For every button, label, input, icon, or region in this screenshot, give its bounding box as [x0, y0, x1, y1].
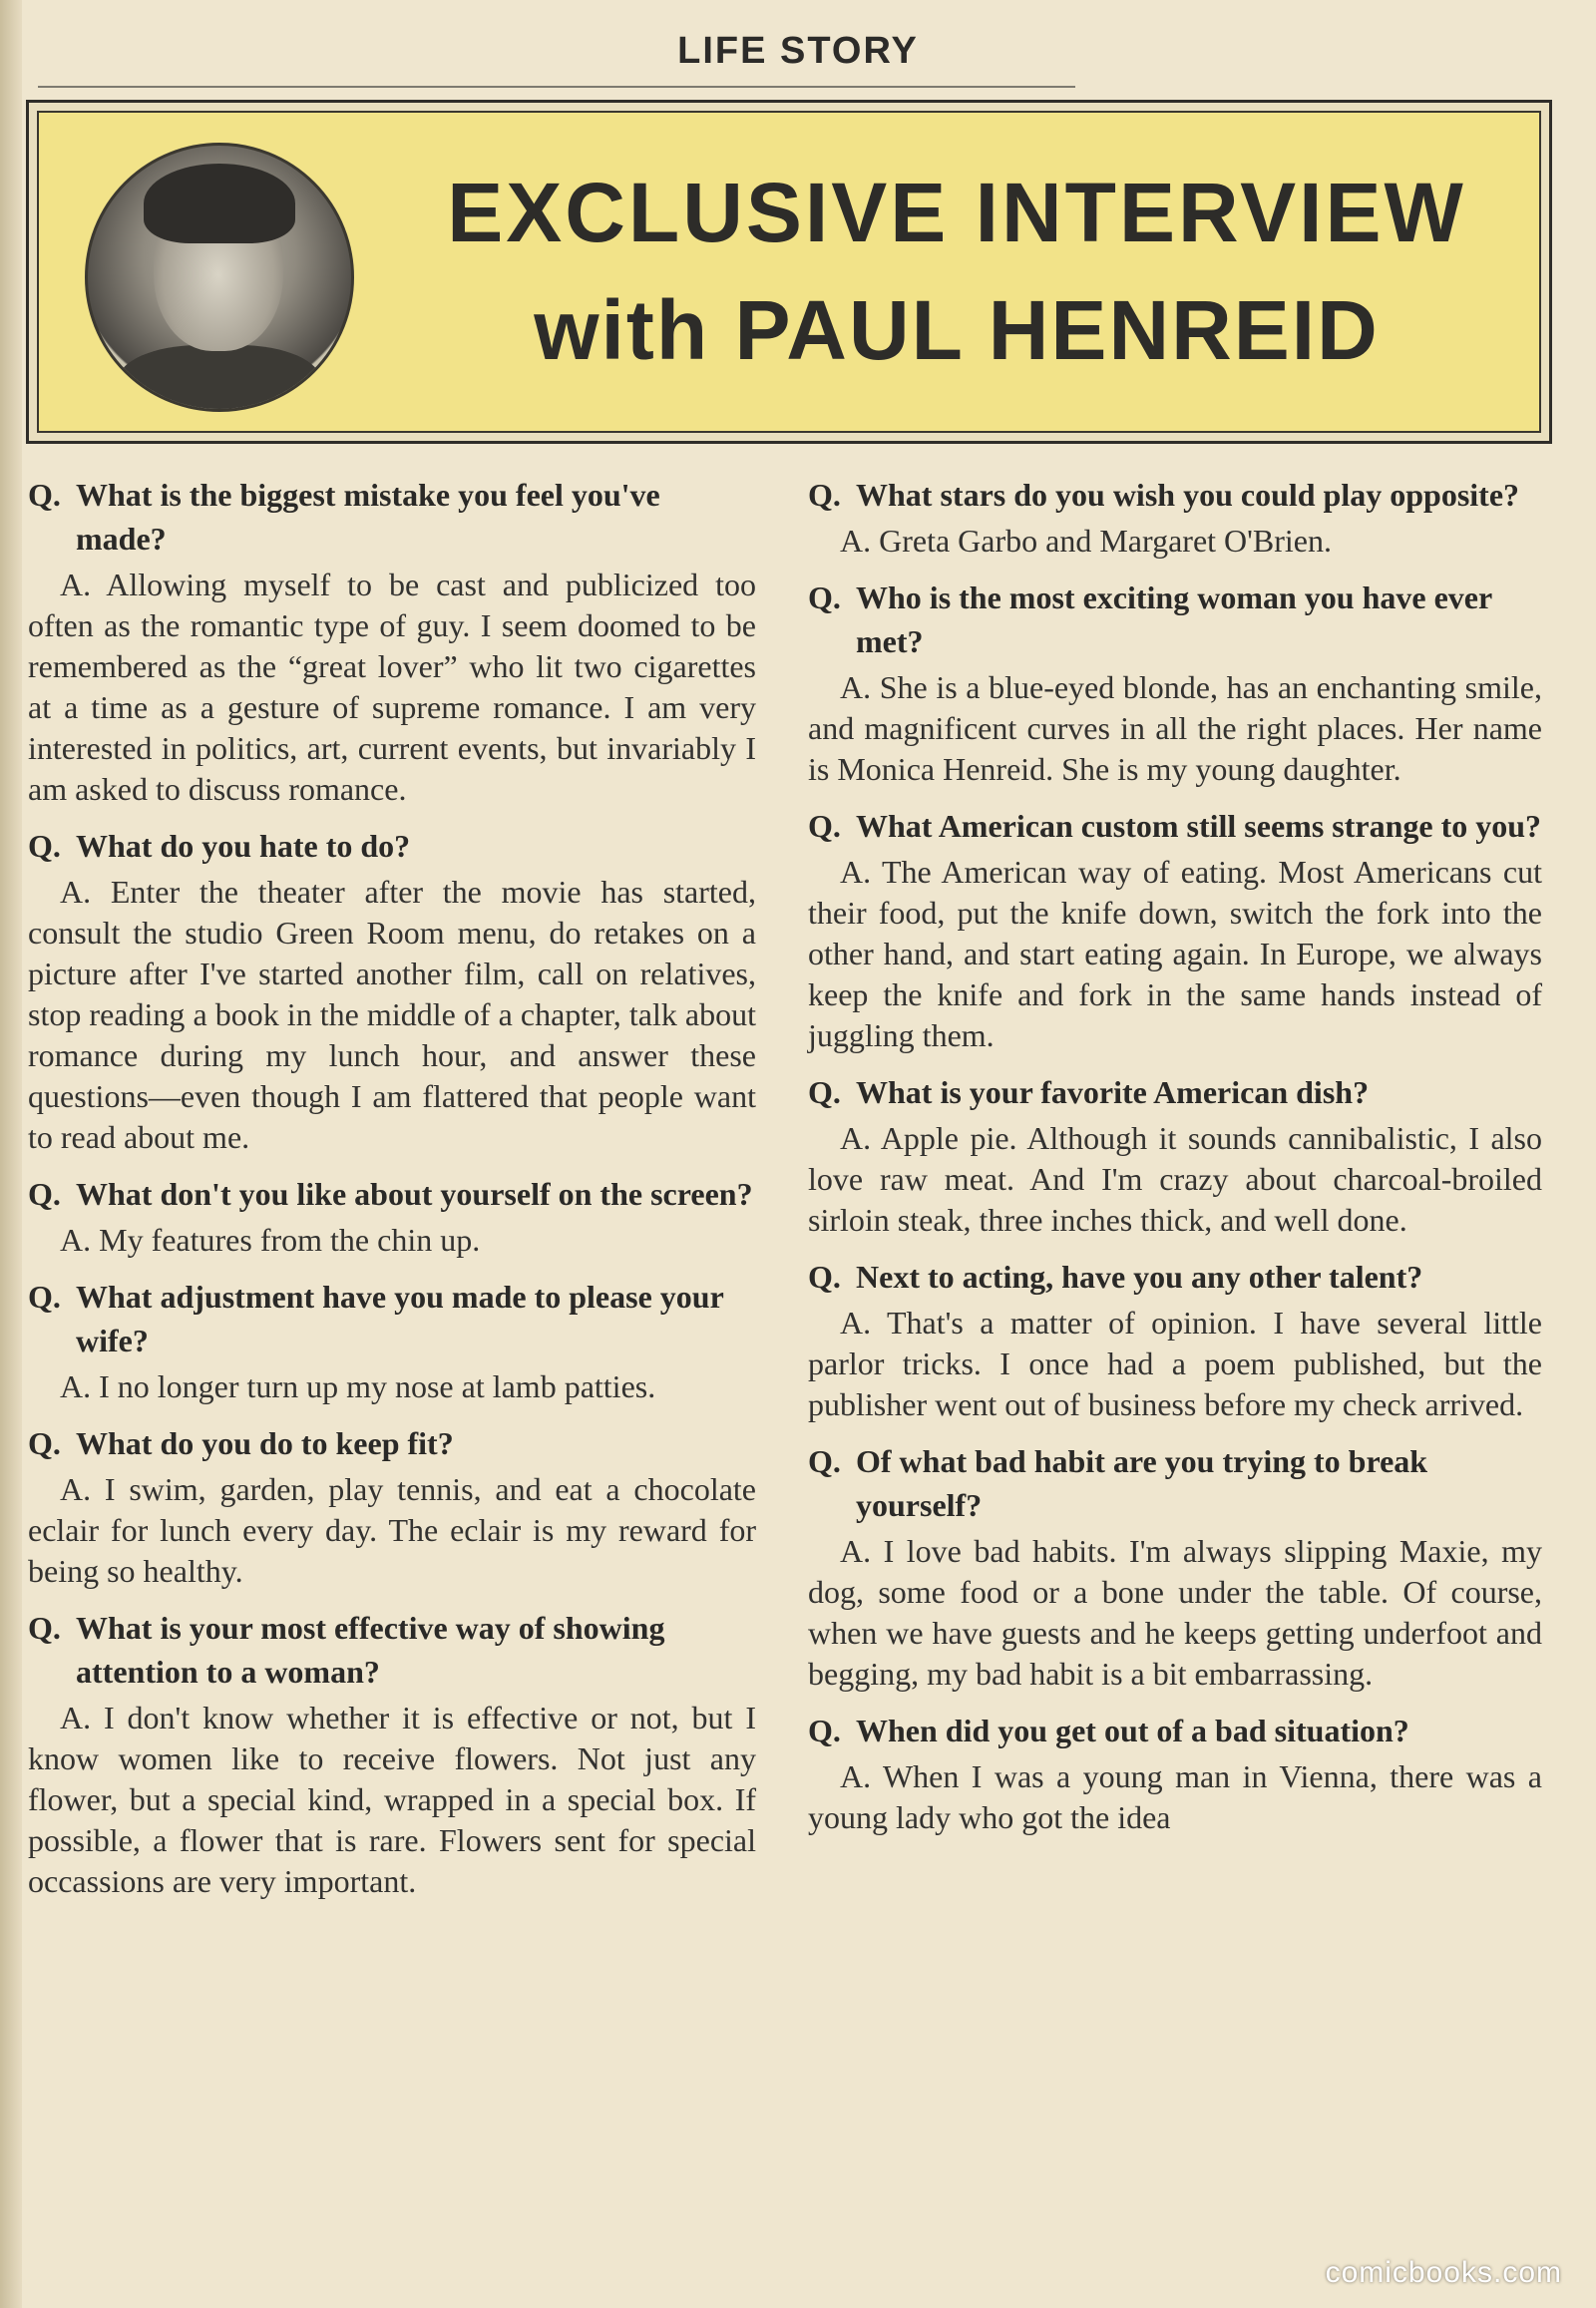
qa-item	[808, 804, 1542, 1056]
question	[808, 1070, 1542, 1114]
qa-item	[28, 824, 756, 1158]
question-prefix: Q.	[28, 1176, 61, 1212]
question-text: Who is the most exciting woman you have ever met?	[856, 579, 1492, 659]
question-prefix: Q.	[28, 1425, 61, 1461]
question-prefix: Q.	[28, 1279, 61, 1315]
question	[808, 1255, 1542, 1299]
question-prefix: Q.	[808, 1074, 841, 1110]
question	[28, 1275, 756, 1362]
qa-item	[808, 576, 1542, 790]
running-head: LIFE STORY	[677, 30, 919, 72]
question-text: What stars do you wish you could play opposite?	[856, 477, 1520, 513]
answer: A. She is a blue-eyed blonde, has an enchanting smile, and magnificent curves in all the right places. Her name is Monica Henreid. She is my young daughter.	[808, 669, 1542, 787]
banner-title-line2: with PAUL HENREID	[534, 283, 1380, 377]
question	[808, 1709, 1542, 1752]
qa-item	[28, 1172, 756, 1261]
qa-item	[808, 1255, 1542, 1425]
question-text: What do you hate to do?	[76, 828, 411, 864]
portrait-hair	[144, 164, 295, 243]
qa-item	[808, 1709, 1542, 1838]
question-prefix: Q.	[808, 1259, 841, 1295]
question	[808, 804, 1542, 848]
answer: A. My features from the chin up.	[60, 1222, 481, 1258]
qa-item	[28, 1421, 756, 1592]
watermark: comicbooks.com	[1325, 2256, 1562, 2289]
qa-item	[28, 1275, 756, 1407]
qa-item	[28, 1606, 756, 1902]
answer: A. Enter the theater after the movie has started, consult the studio Green Room menu, do retakes on a picture after I've started another film, call on relatives, stop reading a book in the middle of a chapter, talk about romance during my lunch hour, and answer these questions—even though I am flattered that people want to read about me.	[28, 874, 756, 1155]
question-text: When did you get out of a bad situation?	[856, 1713, 1409, 1748]
answer: A. I swim, garden, play tennis, and eat a chocolate eclair for lunch every day. The eclair is my reward for being so healthy.	[28, 1471, 756, 1589]
question-prefix: Q.	[808, 808, 841, 844]
question-text: What is your most effective way of showing attention to a woman?	[76, 1610, 665, 1690]
question-prefix: Q.	[808, 477, 841, 513]
question-text: What do you do to keep fit?	[76, 1425, 454, 1461]
question-prefix: Q.	[808, 579, 841, 615]
portrait-photo	[85, 143, 354, 412]
answer: A. I no longer turn up my nose at lamb patties.	[60, 1368, 656, 1404]
portrait-collar	[118, 345, 321, 412]
header-rule	[38, 86, 1075, 88]
question-text: What is your favorite American dish?	[856, 1074, 1370, 1110]
question	[808, 473, 1542, 517]
question-prefix: Q.	[28, 828, 61, 864]
question-prefix: Q.	[808, 1713, 841, 1748]
banner-title-line1: EXCLUSIVE INTERVIEW	[447, 166, 1466, 259]
question	[28, 824, 756, 868]
question	[28, 473, 756, 561]
question	[28, 1606, 756, 1694]
question-prefix: Q.	[28, 1610, 61, 1646]
right-column	[808, 459, 1542, 1846]
answer: A. Greta Garbo and Margaret O'Brien.	[840, 523, 1332, 559]
question-text: Next to acting, have you any other talent?	[856, 1259, 1423, 1295]
question-prefix: Q.	[808, 1443, 841, 1479]
title-banner	[26, 100, 1552, 444]
answer: A. I love bad habits. I'm always slipping Maxie, my dog, some food or a bone under the table. Of course, when we have guests and he keeps getting underfoot and begging, my bad habit is a bit embarrassing.	[808, 1533, 1542, 1692]
qa-item	[808, 473, 1542, 562]
question-text: Of what bad habit are you trying to break yourself?	[856, 1443, 1428, 1523]
answer: A. The American way of eating. Most Americans cut their food, put the knife down, switch the fork into the other hand, and start eating again. In Europe, we always keep the knife and fork in the same hands instead of juggling them.	[808, 854, 1542, 1053]
question	[808, 1439, 1542, 1527]
qa-item	[808, 1439, 1542, 1695]
answer: A. I don't know whether it is effective or not, but I know women like to receive flowers. Not just any flower, but a special kind, wrapped in a special box. If possible, a flower that is rare. Flowers sent for special occassions are very important.	[28, 1700, 756, 1899]
question-text: What is the biggest mistake you feel you've made?	[76, 477, 660, 557]
answer: A. That's a matter of opinion. I have several little parlor tricks. I once had a poem published, but the publisher went out of business before my check arrived.	[808, 1305, 1542, 1422]
left-column	[28, 459, 756, 1910]
page-edge	[0, 0, 22, 2308]
answer: A. Allowing myself to be cast and publicized too often as the romantic type of guy. I seem doomed to be remembered as the “great lover” who lit two cigarettes at a time as a gesture of supreme romance. I am very interested in politics, art, current events, but invariably I am asked to discuss romance.	[28, 567, 756, 807]
qa-item	[28, 473, 756, 810]
question	[808, 576, 1542, 663]
answer: A. Apple pie. Although it sounds cannibalistic, I also love raw meat. And I'm crazy about charcoal-broiled sirloin steak, three inches thick, and well done.	[808, 1120, 1542, 1238]
answer: A. When I was a young man in Vienna, there was a young lady who got the idea	[808, 1758, 1542, 1835]
question-text: What adjustment have you made to please your wife?	[76, 1279, 724, 1358]
question-prefix: Q.	[28, 477, 61, 513]
question-text: What American custom still seems strange to you?	[856, 808, 1542, 844]
question	[28, 1421, 756, 1465]
question	[28, 1172, 756, 1216]
qa-item	[808, 1070, 1542, 1241]
question-text: What don't you like about yourself on the screen?	[76, 1176, 753, 1212]
